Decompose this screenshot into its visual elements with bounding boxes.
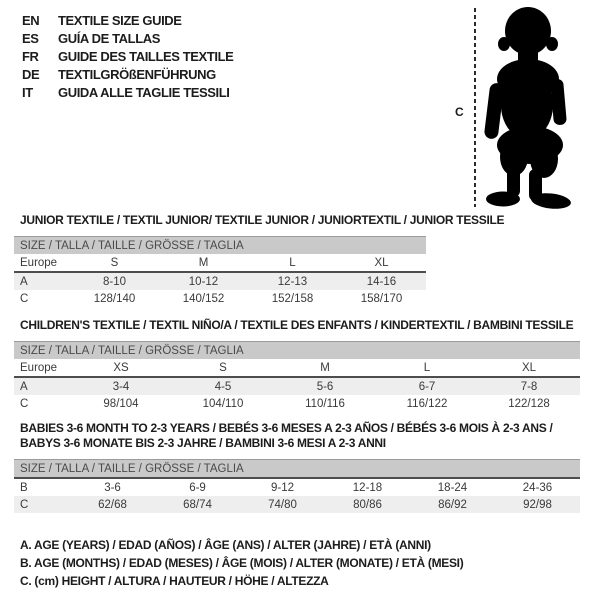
- row-label-cell: C: [20, 292, 29, 305]
- row-label-cell: C: [20, 397, 29, 410]
- language-label: TEXTILE SIZE GUIDE: [58, 13, 182, 28]
- footnote-age-years: A. AGE (YEARS) / EDAD (AÑOS) / ÂGE (ANS) / ALTER (JAHRE) / ETÀ (ANNI): [20, 538, 431, 552]
- value-cell: 86/92: [410, 496, 495, 513]
- height-measure-label: C: [455, 105, 464, 119]
- table-header-row: [14, 460, 580, 479]
- row-label-cell: A: [14, 377, 70, 395]
- value-cell: 12-18: [352, 481, 383, 494]
- value-cell: 152/158: [271, 292, 314, 305]
- table-row-age: [14, 377, 580, 395]
- size-cell: XS: [70, 359, 172, 377]
- value-cell: 10-12: [159, 272, 248, 290]
- size-header-cell: SIZE / TALLA / TAILLE / GRÖSSE / TAGLIA: [14, 237, 426, 255]
- toddler-silhouette-icon: [484, 5, 580, 209]
- babies-size-table: [14, 459, 580, 513]
- size-header-cell: SIZE / TALLA / TAILLE / GRÖSSE / TAGLIA: [14, 342, 580, 360]
- table-row-height: [14, 290, 426, 307]
- footnote-height: C. (cm) HEIGHT / ALTURA / HAUTEUR / HÖHE / ALTEZZA: [20, 574, 329, 588]
- value-cell: 116/122: [406, 397, 448, 410]
- value-cell: 98/104: [103, 397, 139, 410]
- language-row-de: [22, 66, 233, 84]
- row-label-cell: B: [20, 481, 28, 494]
- language-row-it: [22, 84, 233, 102]
- section-junior: [14, 213, 504, 307]
- language-label: TEXTILGRÖßENFÜHRUNG: [58, 67, 216, 82]
- value-cell: 18-24: [437, 481, 468, 494]
- value-cell: 140/152: [182, 292, 225, 305]
- language-code: EN: [22, 13, 40, 28]
- value-cell: 4-5: [172, 377, 274, 395]
- language-label: GUIDE DES TAILLES TEXTILE: [58, 49, 234, 64]
- value-cell: 12-13: [248, 272, 337, 290]
- section-title-junior: JUNIOR TEXTILE / TEXTIL JUNIOR/ TEXTILE JUNIOR / JUNIORTEXTIL / JUNIOR TESSILE: [20, 213, 505, 227]
- value-cell: 3-4: [70, 377, 172, 395]
- value-cell: 3-6: [104, 481, 121, 494]
- size-cell: XL: [478, 359, 580, 377]
- size-cell: M: [159, 254, 248, 272]
- value-cell: 7-8: [478, 377, 580, 395]
- language-label: GUIDA ALLE TAGLIE TESSILI: [58, 85, 230, 100]
- size-header-cell: SIZE / TALLA / TAILLE / GRÖSSE / TAGLIA: [14, 460, 580, 479]
- value-cell: 128/140: [93, 292, 136, 305]
- value-cell: 6-9: [189, 481, 206, 494]
- language-title-list: [22, 12, 233, 102]
- size-cell: S: [70, 254, 159, 272]
- value-cell: 6-7: [376, 377, 478, 395]
- value-cell: 5-6: [274, 377, 376, 395]
- language-code: ES: [22, 31, 39, 46]
- size-cell: M: [274, 359, 376, 377]
- footnote-age-months: B. AGE (MONTHS) / EDAD (MESES) / ÂGE (MOIS) / ALTER (MONATE) / ETÀ (MESI): [20, 556, 464, 570]
- junior-size-table: [14, 236, 426, 307]
- section-title-babies: [20, 421, 580, 451]
- language-row-fr: [22, 48, 233, 66]
- region-label-cell: Europe: [14, 254, 70, 272]
- region-row: [14, 254, 426, 272]
- value-cell: 80/86: [325, 496, 410, 513]
- row-label-cell: A: [14, 272, 70, 290]
- value-cell: 9-12: [270, 481, 295, 494]
- value-cell: 68/74: [155, 496, 240, 513]
- table-row-height: [14, 395, 580, 412]
- table-header-row: [14, 342, 580, 360]
- babies-title-line-2: BABYS 3-6 MONATE BIS 2-3 JAHRE / BAMBINI 3-6 MESI A 2-3 ANNI: [20, 436, 386, 450]
- section-title-children: CHILDREN'S TEXTILE / TEXTIL NIÑO/A / TEXTILE DES ENFANTS / KINDERTEXTIL / BAMBINI TESSILE: [20, 318, 574, 332]
- height-dashed-line: [474, 8, 476, 207]
- size-cell: S: [172, 359, 274, 377]
- section-children: [14, 318, 580, 412]
- value-cell: 158/170: [360, 292, 403, 305]
- language-code: IT: [22, 85, 33, 100]
- footnotes: [20, 536, 463, 590]
- section-babies: [14, 421, 580, 513]
- value-cell: 74/80: [240, 496, 325, 513]
- table-header-row: [14, 237, 426, 255]
- value-cell: 8-10: [70, 272, 159, 290]
- table-row-age-months: [14, 478, 580, 496]
- language-code: FR: [22, 49, 39, 64]
- language-label: GUÍA DE TALLAS: [58, 31, 161, 46]
- value-cell: 62/68: [70, 496, 155, 513]
- size-cell: L: [376, 359, 478, 377]
- row-label-cell: C: [14, 496, 70, 513]
- region-label-cell: Europe: [14, 359, 70, 377]
- value-cell: 92/98: [495, 496, 580, 513]
- children-size-table: [14, 341, 580, 412]
- value-cell: 122/128: [508, 397, 550, 410]
- table-row-height: [14, 496, 580, 513]
- size-cell: L: [248, 254, 337, 272]
- language-row-es: [22, 30, 233, 48]
- size-cell: XL: [337, 254, 426, 272]
- value-cell: 104/110: [202, 397, 244, 410]
- value-cell: 110/116: [305, 397, 345, 410]
- language-row-en: [22, 12, 233, 30]
- babies-title-line-1: BABIES 3-6 MONTH TO 2-3 YEARS / BEBÉS 3-6 MESES A 2-3 AÑOS / BÉBÉS 3-6 MOIS À 2-3 ANS /: [20, 421, 553, 435]
- value-cell: 14-16: [337, 272, 426, 290]
- value-cell: 24-36: [522, 481, 553, 494]
- table-row-age: [14, 272, 426, 290]
- language-code: DE: [22, 67, 40, 82]
- region-row: [14, 359, 580, 377]
